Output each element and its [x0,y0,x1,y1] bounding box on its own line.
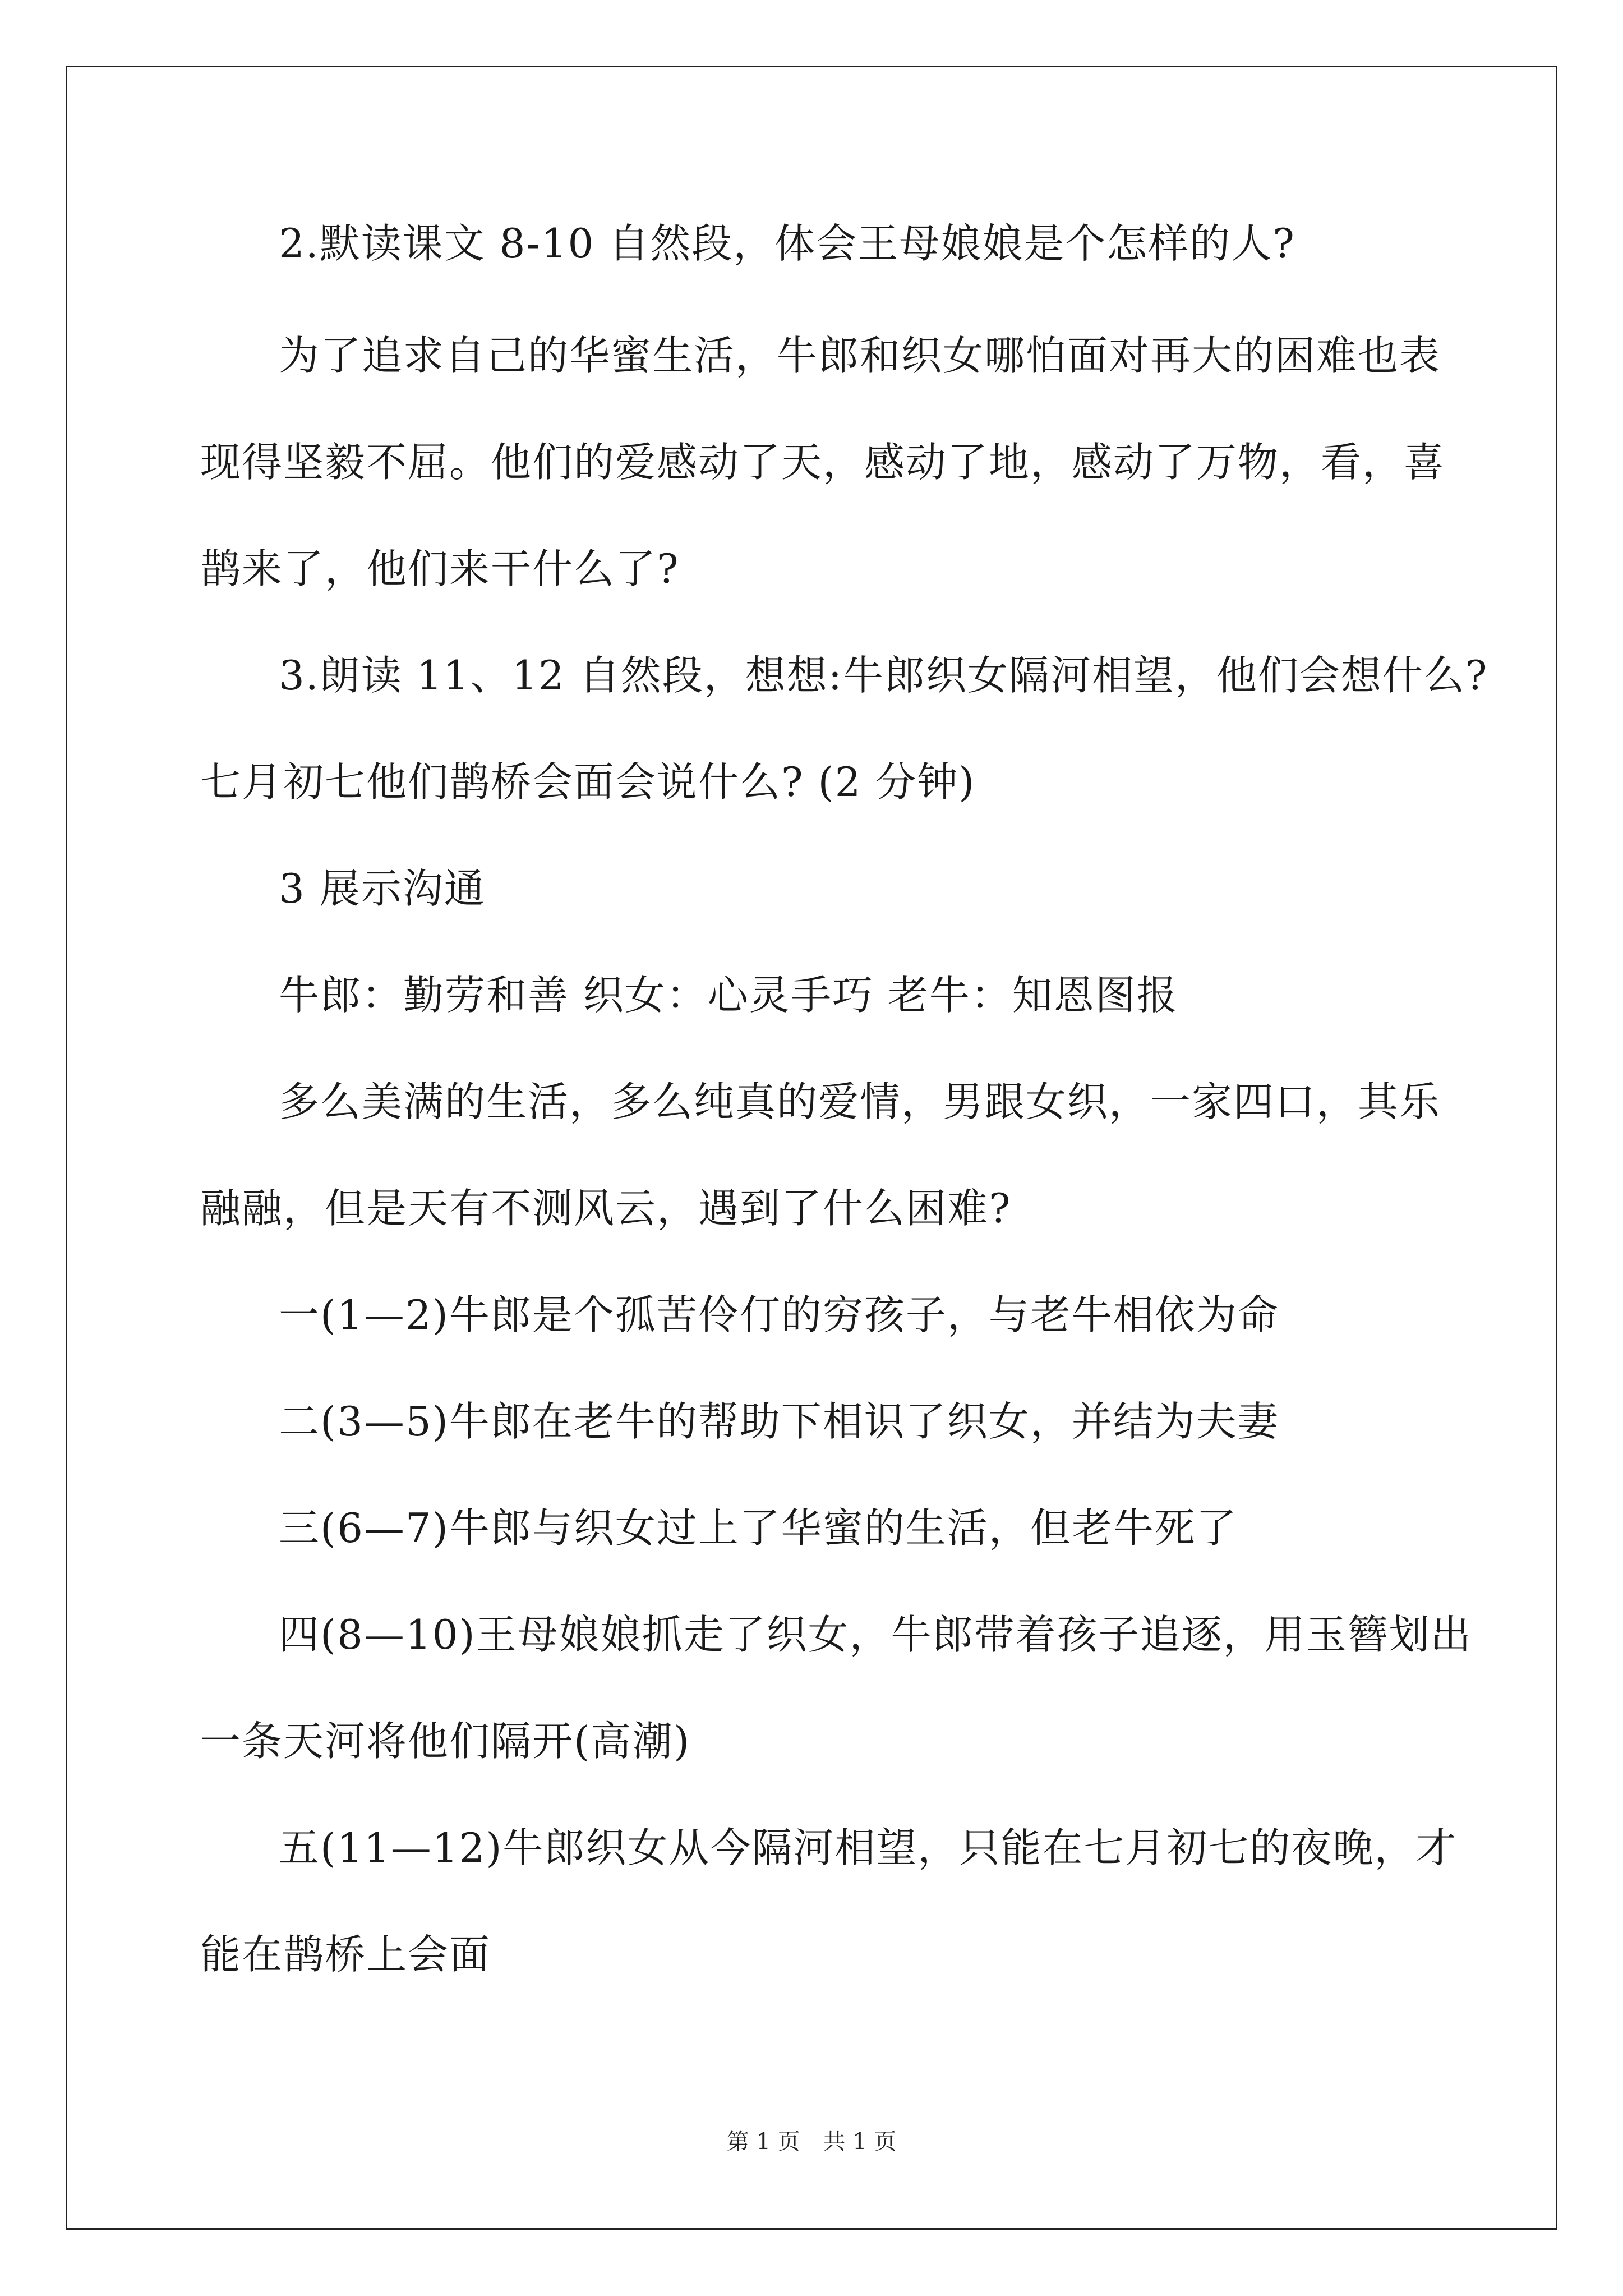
outline-item: 三(6—7)牛郎与织女过上了华蜜的生活，但老牛死了 [279,1504,1238,1552]
page-number: 第 1 页 [726,2129,800,2155]
outline-item: 五(11—12)牛郎织女从今隔河相望，只能在七月初七的夜晚，才 [279,1824,1458,1871]
outline-item: 一条天河将他们隔开(高潮) [200,1718,691,1765]
outline-item: 四(8—10)王母娘娘抓走了织女，牛郎带着孩子追逐，用玉簪划出 [279,1611,1472,1658]
paragraph-line: 现得坚毅不屈。他们的爱感动了天，感动了地，感动了万物，看，喜 [200,439,1446,486]
page-footer [0,2126,1623,2157]
paragraph-line: 3.朗读 11、12 自然段，想想:牛郎织女隔河相望，他们会想什么? [279,652,1488,699]
paragraph-line: 2.默读课文 8-10 自然段，体会王母娘娘是个怎样的人? [279,220,1295,267]
paragraph-line: 为了追求自己的华蜜生活，牛郎和织女哪怕面对再大的困难也表 [279,332,1441,379]
section-heading: 3 展示沟通 [279,865,486,912]
paragraph-line: 多么美满的生活，多么纯真的爱情，男跟女织，一家四口，其乐 [279,1078,1441,1125]
outline-item: 能在鹊桥上会面 [200,1931,491,1978]
outline-item: 二(3—5)牛郎在老牛的帮助下相识了织女，并结为夫妻 [279,1398,1279,1445]
page-total: 共 1 页 [823,2129,897,2155]
paragraph-line: 牛郎：勤劳和善 织女：心灵手巧 老牛：知恩图报 [279,972,1178,1019]
page-border [66,66,1557,2230]
paragraph-line: 七月初七他们鹊桥会面会说什么? (2 分钟) [200,758,976,806]
paragraph-line: 鹊来了，他们来干什么了? [200,545,680,592]
outline-item: 一(1—2)牛郎是个孤苦伶仃的穷孩子，与老牛相依为命 [279,1291,1279,1338]
paragraph-line: 融融，但是天有不测风云，遇到了什么困难? [200,1185,1012,1232]
